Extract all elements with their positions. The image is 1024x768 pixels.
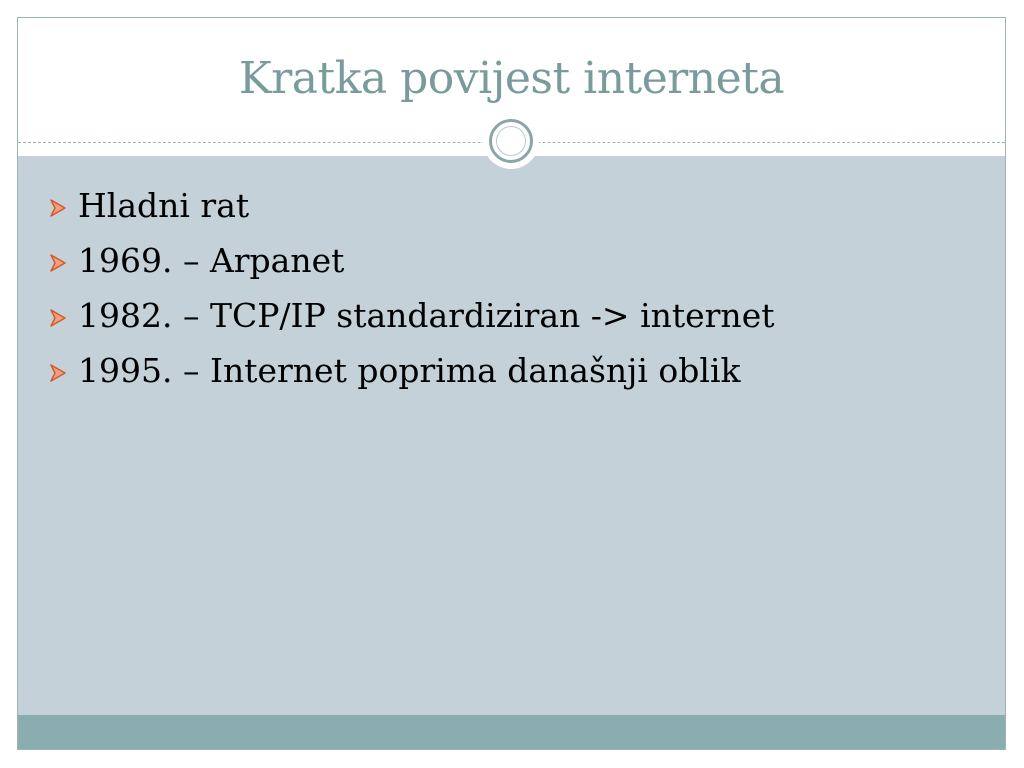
arrow-bullet-icon bbox=[48, 242, 72, 281]
arrow-bullet-icon bbox=[48, 352, 72, 391]
list-item bbox=[48, 288, 774, 343]
arrow-bullet-icon bbox=[48, 297, 72, 336]
list-item bbox=[48, 233, 774, 288]
bullet-list bbox=[48, 178, 774, 398]
list-item bbox=[48, 343, 774, 398]
circle-ornament-icon bbox=[483, 113, 539, 169]
slide-title: Kratka povijest interneta bbox=[238, 53, 785, 104]
footer-band bbox=[18, 715, 1005, 749]
bullet-text: Hladni rat bbox=[78, 186, 250, 225]
bullet-text: 1969. – Arpanet bbox=[78, 241, 345, 280]
arrow-bullet-icon bbox=[48, 187, 72, 226]
slide bbox=[17, 17, 1006, 750]
bullet-text: 1982. – TCP/IP standardiziran -> internet bbox=[78, 296, 775, 335]
list-item bbox=[48, 178, 774, 233]
bullet-text: 1995. – Internet poprima današnji oblik bbox=[78, 351, 741, 390]
